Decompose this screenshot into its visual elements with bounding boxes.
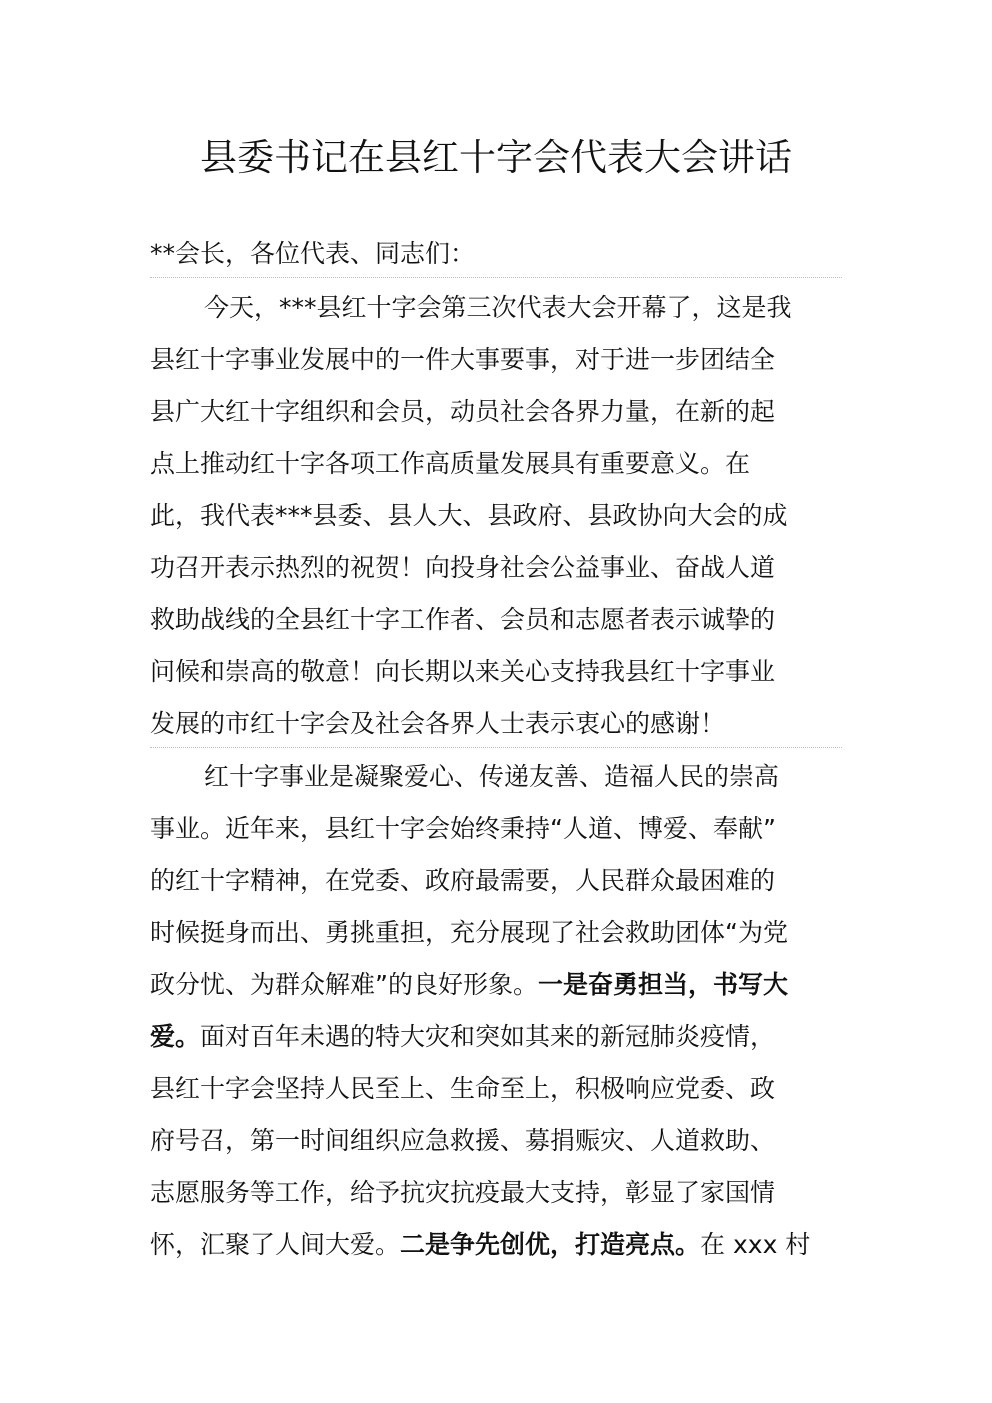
paragraph-line: 发展的市红十字会及社会各界人士表示衷心的感谢！ <box>150 709 726 738</box>
bold-heading-run: 一是奋勇担当，书写大 <box>537 970 788 999</box>
paragraph-line: 县红十字会坚持人民至上、生命至上，积极响应党委、政 <box>150 1074 776 1103</box>
paragraph-line: 的红十字精神，在党委、政府最需要，人民群众最困难的 <box>150 866 776 895</box>
paragraph-line: 点上推动红十字各项工作高质量发展具有重要意义。在 <box>150 449 751 478</box>
paragraph-line: 问候和崇高的敬意！向长期以来关心支持我县红十字事业 <box>150 657 776 686</box>
paragraph-2 <box>150 751 842 1271</box>
text-run: 在 xxx 村 <box>700 1230 811 1259</box>
salutation: **会长，各位代表、同志们： <box>150 239 476 268</box>
bold-heading-run: 二是争先创优，打造亮点。 <box>400 1230 701 1259</box>
paragraph-line: 事业。近年来，县红十字会始终秉持“人道、博爱、奉献” <box>150 814 776 843</box>
paragraph-1 <box>150 282 842 750</box>
paragraph-line: 县广大红十字组织和会员，动员社会各界力量，在新的起 <box>150 397 776 426</box>
paragraph-line <box>150 1219 842 1271</box>
paragraph-line: 县红十字事业发展中的一件大事要事，对于进一步团结全 <box>150 345 776 374</box>
paragraph-line: 志愿服务等工作，给予抗灾抗疫最大支持，彰显了家国情 <box>150 1178 776 1207</box>
text-run: 政分忧、为群众解难”的良好形象。 <box>150 970 538 999</box>
text-run: 面对百年未遇的特大灾和突如其来的新冠肺炎疫情， <box>200 1022 776 1051</box>
paragraph-line <box>150 1011 842 1063</box>
paragraph-separator <box>150 277 842 278</box>
paragraph-line: 今天，***县红十字会第三次代表大会开幕了，这是我 <box>204 293 792 322</box>
paragraph-separator <box>150 747 842 748</box>
text-run: 怀，汇聚了人间大爱。 <box>150 1230 401 1259</box>
paragraph-line: 红十字事业是凝聚爱心、传递友善、造福人民的崇高 <box>204 762 780 791</box>
paragraph-line: 功召开表示热烈的祝贺！向投身社会公益事业、奋战人道 <box>150 553 776 582</box>
document-title: 县委书记在县红十字会代表大会讲话 <box>200 136 792 179</box>
paragraph-line: 救助战线的全县红十字工作者、会员和志愿者表示诚挚的 <box>150 605 776 634</box>
bold-heading-run: 爱。 <box>150 1022 201 1051</box>
paragraph-line <box>150 959 842 1011</box>
paragraph-line: 此，我代表***县委、县人大、县政府、县政协向大会的成 <box>150 501 788 530</box>
paragraph-line: 时候挺身而出、勇挑重担，充分展现了社会救助团体“为党 <box>150 918 788 947</box>
paragraph-line: 府号召，第一时间组织应急救援、募捐赈灾、人道救助、 <box>150 1126 776 1155</box>
